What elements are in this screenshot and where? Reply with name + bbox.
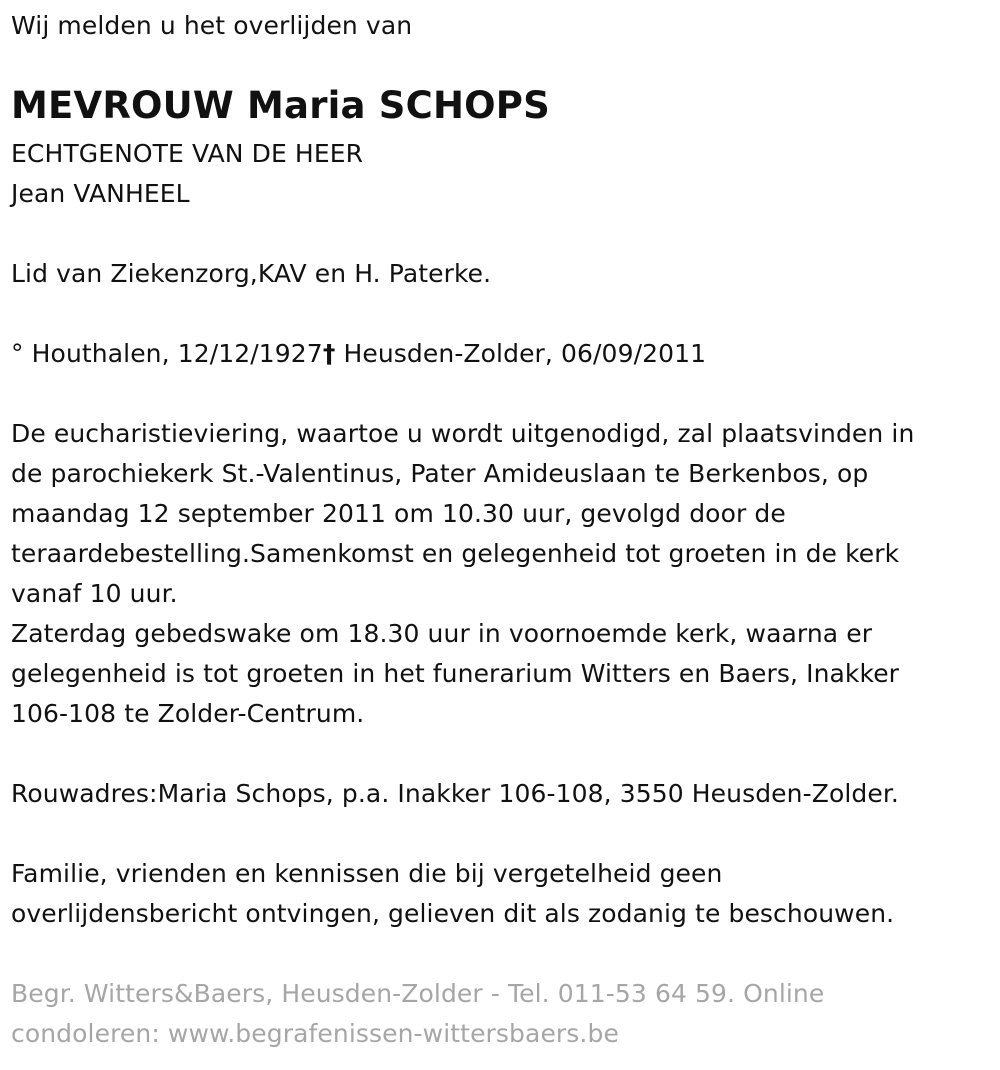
family-line: overlijdensbericht ontvingen, gelieven dit als zodanig te beschouwen. [11,899,895,928]
spouse-name: Jean VANHEEL [11,179,190,208]
vigil-line: gelegenheid is tot groeten in het funerarium Witters en Baers, Inakker [11,659,900,688]
ceremony-line: vanaf 10 uur. [11,579,178,608]
birth-info: ° Houthalen, 12/12/1927 [11,339,323,368]
membership-text: Lid van Ziekenzorg,KAV en H. Paterke. [11,259,492,288]
ceremony-line: maandag 12 september 2011 om 10.30 uur, gevolgd door de [11,499,786,528]
vigil-line: 106-108 te Zolder-Centrum. [11,699,365,728]
cross-icon: † [322,339,336,368]
ceremony-line: de parochiekerk St.-Valentinus, Pater Amideuslaan te Berkenbos, op [11,459,869,488]
footer-line: Begr. Witters&Baers, Heusden-Zolder - Tel. 011-53 64 59. Online [11,979,825,1008]
mourning-address: Rouwadres:Maria Schops, p.a. Inakker 106-108, 3550 Heusden-Zolder. [11,779,899,808]
vigil-line: Zaterdag gebedswake om 18.30 uur in voornoemde kerk, waarna er [11,619,873,648]
spouse-relation: ECHTGENOTE VAN DE HEER [11,139,364,168]
ceremony-line: De eucharistieviering, waartoe u wordt uitgenodigd, zal plaatsvinden in [11,419,915,448]
life-dates [11,334,706,374]
ceremony-paragraph [11,414,914,734]
family-line: Familie, vrienden en kennissen die bij vergetelheid geen [11,859,723,888]
ceremony-line: teraardebestelling.Samenkomst en gelegenheid tot groeten in de kerk [11,539,900,568]
footer-line: condoleren: www.begrafenissen-wittersbaers.be [11,1019,619,1048]
family-paragraph [11,854,894,934]
funeral-home-footer [11,974,824,1054]
intro-text: Wij melden u het overlijden van [11,11,413,40]
deceased-name: MEVROUW Maria SCHOPS [11,84,550,127]
death-info: Heusden-Zolder, 06/09/2011 [335,339,707,368]
